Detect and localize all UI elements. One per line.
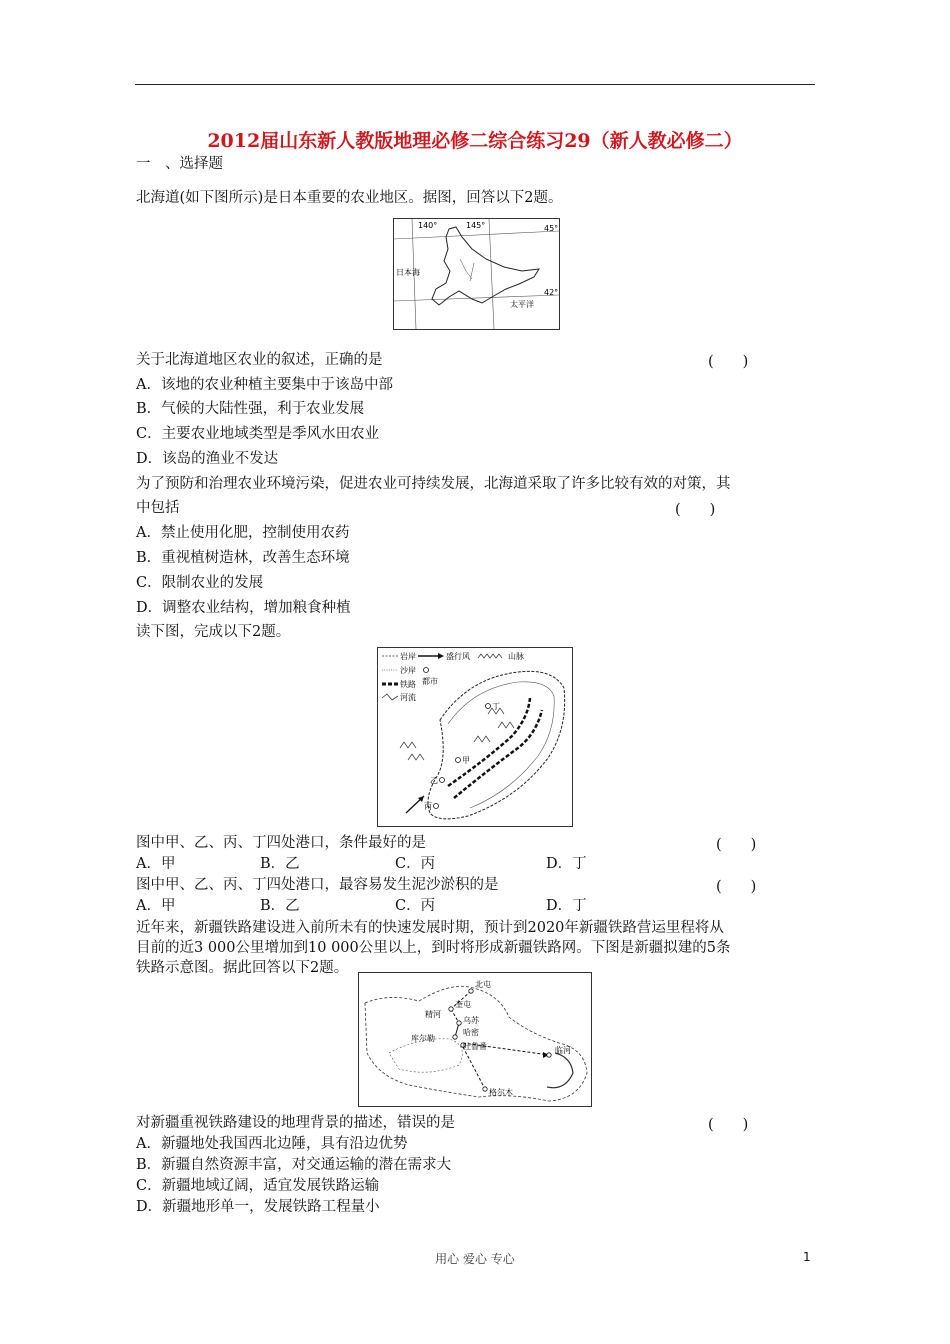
intro-ports: 读下图，完成以下2题。 <box>136 624 291 640</box>
intro-hokkaido: 北海道(如下图所示)是日本重要的农业地区。据图，回答以下2题。 <box>136 190 563 206</box>
q1-option-b: B．气候的大陆性强，利于农业发展 <box>136 401 365 417</box>
q1-stem: 关于北海道地区农业的叙述，正确的是 <box>136 352 383 368</box>
q4-option-c: C．丙 <box>395 898 436 914</box>
city-jinghe: 精河 <box>425 1010 441 1019</box>
q4-option-a: A．甲 <box>136 898 176 914</box>
port-ding: 丁 <box>492 702 500 711</box>
intro-xinjiang-line1: 近年来，新疆铁路建设进入前所未有的快速发展时期，预计到2020年新疆铁路营运里程将从 <box>136 920 724 936</box>
city-beitun: 北屯 <box>475 980 491 989</box>
label-lat45: 45° <box>544 224 559 233</box>
q2-option-b: B．重视植树造林，改善生态环境 <box>136 550 350 566</box>
label-pacific: 太平洋 <box>510 300 534 309</box>
q1-answer-paren: ( ) <box>708 354 749 370</box>
city-kuitun: 奎屯 <box>455 1000 471 1009</box>
legend-river: 河流 <box>400 693 416 702</box>
q1-option-d: D．该岛的渔业不发达 <box>136 451 279 467</box>
q4-answer-paren: ( ) <box>716 879 757 895</box>
xinjiang-railway-map <box>358 972 592 1107</box>
legend-rock-coast: 岩岸 <box>400 652 416 661</box>
q3-stem: 图中甲、乙、丙、丁四处港口，条件最好的是 <box>136 835 426 851</box>
q2-stem-line1: 为了预防和治理农业环境污染，促进农业可持续发展，北海道采取了许多比较有效的对策，其 <box>136 476 731 492</box>
port-yi: 乙 <box>430 776 438 785</box>
page-footer: 用心 爱心 专心 <box>435 1252 515 1266</box>
legend-city: 都市 <box>422 677 438 686</box>
q2-answer-paren: ( ) <box>675 502 716 518</box>
label-japan-sea: 日本海 <box>396 268 420 277</box>
legend-sand-coast: 沙岸 <box>400 666 416 675</box>
q3-option-b: B．乙 <box>260 856 300 872</box>
q4-stem: 图中甲、乙、丙、丁四处港口，最容易发生泥沙淤积的是 <box>136 877 499 893</box>
q5-option-d: D．新疆地形单一，发展铁路工程量小 <box>136 1199 380 1215</box>
intro-xinjiang-line2: 目前的近3 000公里增加到10 000公里以上，到时将形成新疆铁路网。下图是新疆拟建的5条 <box>136 940 731 956</box>
city-hami: 哈密 <box>463 1028 479 1037</box>
port-bing: 丙 <box>424 802 432 811</box>
label-lat42: 42° <box>544 288 559 297</box>
q1-option-a: A．该地的农业种植主要集中于该岛中部 <box>136 377 393 393</box>
q1-option-c: C．主要农业地域类型是季风水田农业 <box>136 426 380 442</box>
label-lon145: 145° <box>466 221 486 230</box>
legend-prevailing-wind: 盛行风 <box>446 652 470 661</box>
q3-option-d: D．丁 <box>546 856 587 872</box>
city-linhe: 临河 <box>555 1046 571 1055</box>
q2-option-c: C．限制农业的发展 <box>136 575 264 591</box>
q3-option-a: A．甲 <box>136 856 176 872</box>
page-number: 1 <box>803 1250 811 1264</box>
page-title: 2012届山东新人教版地理必修二综合练习29（新人教必修二） <box>207 130 743 152</box>
q4-option-b: B．乙 <box>260 898 300 914</box>
q5-stem: 对新疆重视铁路建设的地理背景的描述，错误的是 <box>136 1115 455 1131</box>
city-korla: 库尔勒 <box>411 1034 435 1043</box>
legend-railway: 铁路 <box>400 680 416 689</box>
hokkaido-map <box>393 218 560 330</box>
ports-map <box>377 647 573 827</box>
q5-option-a: A．新疆地处我国西北边陲，具有沿边优势 <box>136 1136 408 1152</box>
header-rule <box>135 84 815 85</box>
q5-option-c: C．新疆地域辽阔，适宜发展铁路运输 <box>136 1178 380 1194</box>
q3-answer-paren: ( ) <box>716 837 757 853</box>
label-lon140: 140° <box>418 221 438 230</box>
city-golmud: 格尔木 <box>489 1088 513 1097</box>
q2-stem-line2: 中包括 <box>136 500 180 516</box>
q2-option-d: D．调整农业结构，增加粮食种植 <box>136 600 351 616</box>
q5-answer-paren: ( ) <box>708 1117 749 1133</box>
q5-option-b: B．新疆自然资源丰富，对交通运输的潜在需求大 <box>136 1157 452 1173</box>
legend-mountain: 山脉 <box>508 652 524 661</box>
city-wusu: 乌苏 <box>463 1016 479 1025</box>
port-jia: 甲 <box>462 756 470 765</box>
section-heading: 一 、选择题 <box>136 156 223 172</box>
q2-option-a: A．禁止使用化肥，控制使用农药 <box>136 525 350 541</box>
city-turpan: 吐鲁番 <box>463 1042 487 1051</box>
q3-option-c: C．丙 <box>395 856 436 872</box>
q4-option-d: D．丁 <box>546 898 587 914</box>
intro-xinjiang-line3: 铁路示意图。据此回答以下2题。 <box>136 960 349 976</box>
